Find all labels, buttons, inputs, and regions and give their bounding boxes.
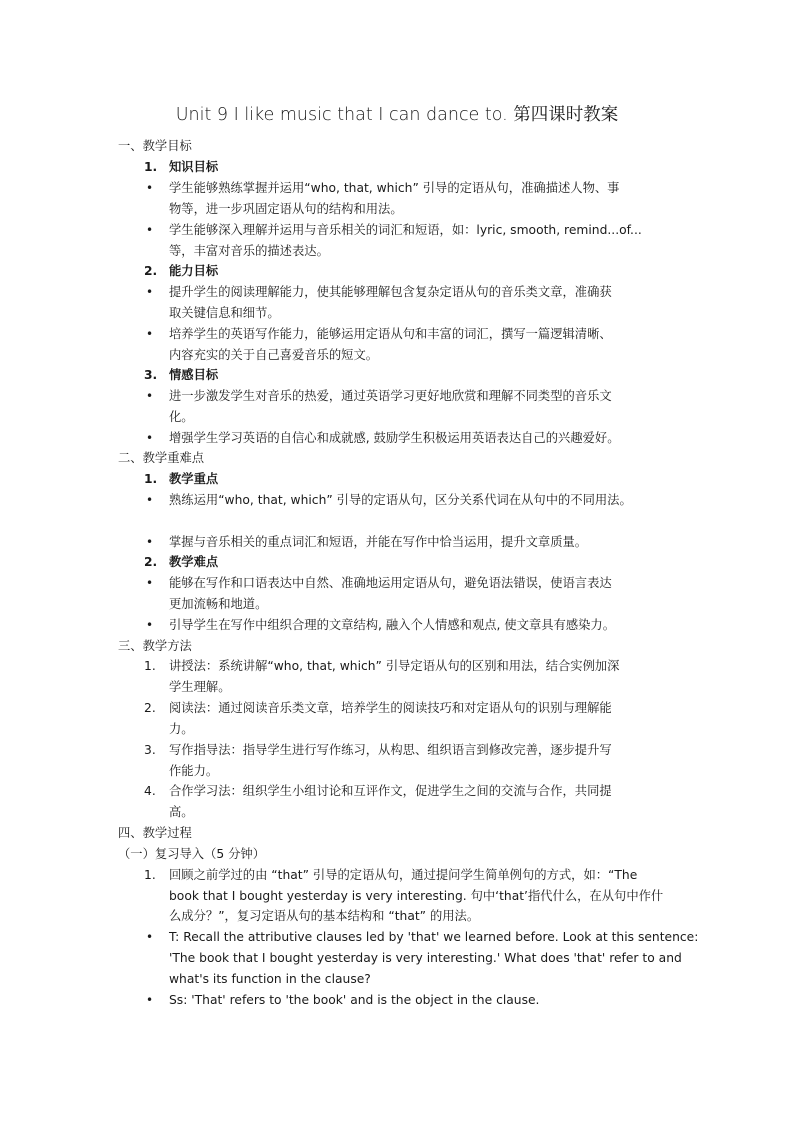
section-heading-objectives: 一、教学目标 xyxy=(118,139,192,153)
subheading-knowledge: 知识目标 xyxy=(169,160,219,174)
list-number: 3. xyxy=(144,743,156,757)
list-number: 1. xyxy=(144,659,156,673)
paragraph-line: 作能力。 xyxy=(169,764,219,778)
bullet-icon: • xyxy=(146,930,154,944)
bullet-icon: • xyxy=(146,223,154,237)
paragraph-line: 增强学生学习英语的自信心和成就感, 鼓励学生积极运用英语表达自己的兴趣爱好。 xyxy=(169,431,620,445)
paragraph-line: Ss: 'That' refers to 'the book' and is the object in the clause. xyxy=(169,993,540,1007)
paragraph-line: 内容充实的关于自己喜爱音乐的短文。 xyxy=(169,348,379,362)
subheading-number: 1. xyxy=(144,472,158,486)
paragraph-line: 学生理解。 xyxy=(169,680,231,694)
bullet-icon: • xyxy=(146,181,154,195)
paragraph-line: 合作学习法：组织学生小组讨论和互评作文，促进学生之间的交流与合作，共同提 xyxy=(169,784,612,798)
paragraph-line: 进一步激发学生对音乐的热爱，通过英语学习更好地欣赏和理解不同类型的音乐文 xyxy=(169,389,612,403)
paragraph-line: 熟练运用“who, that, which” 引导的定语从句，区分关系代词在从句中的不同用法。 xyxy=(169,493,632,507)
bullet-icon: • xyxy=(146,327,154,341)
bullet-icon: • xyxy=(146,993,154,1007)
list-number: 2. xyxy=(144,701,156,715)
paragraph-line: 回顾之前学过的由 “that” 引导的定语从句，通过提问学生简单例句的方式，如：“The xyxy=(169,868,638,882)
section-heading-methods: 三、教学方法 xyxy=(118,639,192,653)
paragraph-line: 物等，进一步巩固定语从句的结构和用法。 xyxy=(169,202,403,216)
paragraph-line: 化。 xyxy=(169,410,194,424)
paragraph-line: 阅读法：通过阅读音乐类文章，培养学生的阅读技巧和对定语从句的识别与理解能 xyxy=(169,701,612,715)
bullet-icon: • xyxy=(146,576,154,590)
bullet-icon: • xyxy=(146,493,154,507)
paragraph-line: 讲授法：系统讲解“who, that, which” 引导定语从句的区别和用法，结合实例加深 xyxy=(169,659,620,673)
list-number: 1. xyxy=(144,868,156,882)
subheading-number: 2. xyxy=(144,555,158,569)
paragraph-line: 学生能够熟练掌握并运用“who, that, which” 引导的定语从句，准确描述人物、事 xyxy=(169,181,620,195)
paragraph-line: 等，丰富对音乐的描述表达。 xyxy=(169,244,329,258)
paragraph-line: T: Recall the attributive clauses led by 'that' we learned before. Look at this sentence: xyxy=(169,930,699,944)
paragraph-line: 能够在写作和口语表达中自然、准确地运用定语从句，避免语法错误，使语言表达 xyxy=(169,576,612,590)
bullet-icon: • xyxy=(146,618,154,632)
paragraph-line: 培养学生的英语写作能力，能够运用定语从句和丰富的词汇，撰写一篇逻辑清晰、 xyxy=(169,327,612,341)
paragraph-line: book that I bought yesterday is very interesting. 句中‘that’指代什么，在从句中作什 xyxy=(169,889,664,903)
subheading-difficult: 教学难点 xyxy=(169,555,219,569)
subheading-ability: 能力目标 xyxy=(169,264,219,278)
paragraph-line: 力。 xyxy=(169,722,194,736)
paragraph-line: 'The book that I bought yesterday is very interesting.' What does 'that' refer to and xyxy=(169,951,682,965)
step-heading: （一）复习导入（5 分钟） xyxy=(118,847,265,861)
paragraph-line: 高。 xyxy=(169,805,194,819)
subheading-key: 教学重点 xyxy=(169,472,219,486)
paragraph-line: 提升学生的阅读理解能力，使其能够理解包含复杂定语从句的音乐类文章，准确获 xyxy=(169,285,612,299)
paragraph-line: what's its function in the clause? xyxy=(169,972,371,986)
paragraph-line: 么成分？”，复习定语从句的基本结构和 “that” 的用法。 xyxy=(169,909,480,923)
bullet-icon: • xyxy=(146,535,154,549)
paragraph-line: 学生能够深入理解并运用与音乐相关的词汇和短语，如：lyric, smooth, remind...of... xyxy=(169,223,642,237)
subheading-number: 3. xyxy=(144,368,158,382)
list-number: 4. xyxy=(144,784,156,798)
bullet-icon: • xyxy=(146,431,154,445)
subheading-number: 1. xyxy=(144,160,158,174)
paragraph-line: 更加流畅和地道。 xyxy=(169,597,268,611)
bullet-icon: • xyxy=(146,389,154,403)
paragraph-line: 写作指导法：指导学生进行写作练习，从构思、组织语言到修改完善，逐步提升写 xyxy=(169,743,612,757)
subheading-number: 2. xyxy=(144,264,158,278)
bullet-icon: • xyxy=(146,285,154,299)
paragraph-line: 引导学生在写作中组织合理的文章结构, 融入个人情感和观点, 使文章具有感染力。 xyxy=(169,618,616,632)
section-heading-process: 四、教学过程 xyxy=(118,826,192,840)
paragraph-line: 取关键信息和细节。 xyxy=(169,306,280,320)
subheading-emotion: 情感目标 xyxy=(169,368,219,382)
paragraph-line: 掌握与音乐相关的重点词汇和短语，并能在写作中恰当运用，提升文章质量。 xyxy=(169,535,588,549)
section-heading-key-points: 二、教学重难点 xyxy=(118,451,205,465)
document-title: Unit 9 I like music that I can dance to. 第四课时教案 xyxy=(175,105,619,125)
